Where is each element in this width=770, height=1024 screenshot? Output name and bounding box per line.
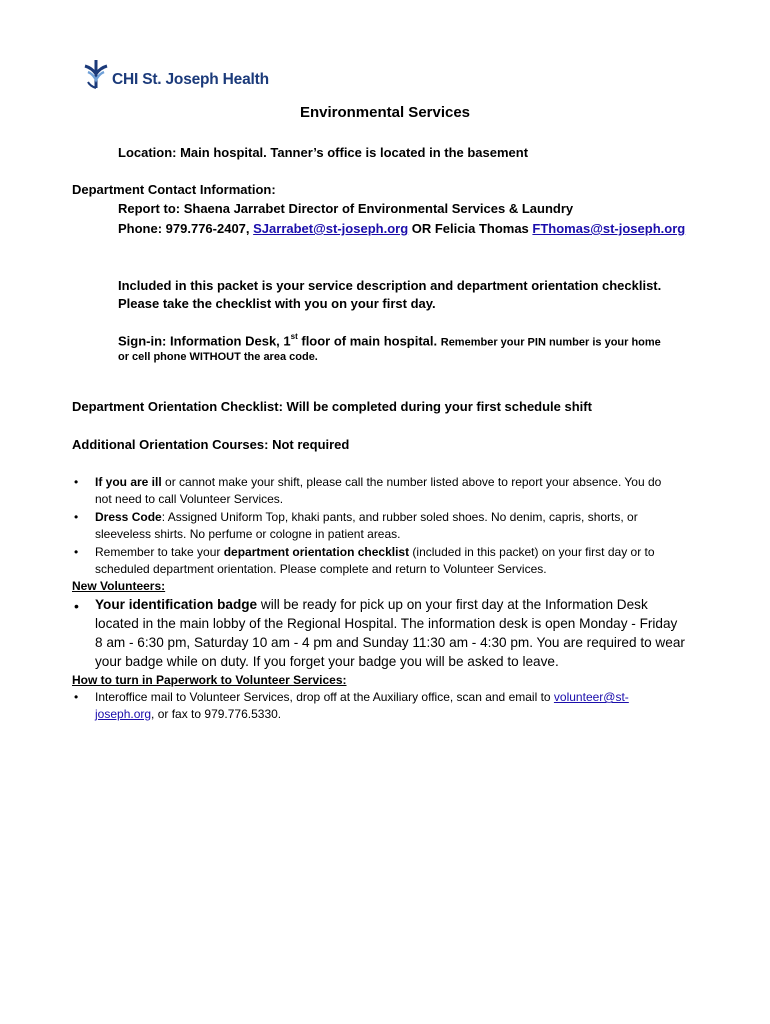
bullet-icon: • [74, 510, 79, 524]
contact-heading: Department Contact Information: [72, 182, 276, 197]
bullet-ill-line-2: not need to call Volunteer Services. [95, 492, 284, 506]
signin-line-2: or cell phone WITHOUT the area code. [118, 351, 318, 363]
bullet-ill-line-1 [95, 475, 661, 489]
phone-line [118, 221, 685, 236]
chi-logo-icon [82, 58, 110, 90]
volunteer-email-link-cont[interactable]: joseph.org [95, 707, 152, 721]
bullet-dress-rest: : Assigned Uniform Top, khaki pants, and rubber soled shoes. No denim, capris, shorts, or [161, 510, 638, 524]
signin-sup: st [290, 332, 298, 341]
badge-line-4: your badge while on duty. If you forget your badge you will be asked to leave. [95, 654, 559, 669]
bullet-remember-rest: (included in this packet) on your first day or to [409, 545, 655, 559]
orientation-checklist: Department Orientation Checklist: Will be completed during your first schedule shift [72, 399, 592, 414]
new-volunteers-heading: New Volunteers: [72, 579, 166, 593]
paperwork-line-1 [95, 690, 629, 704]
additional-courses: Additional Orientation Courses: Not required [72, 437, 350, 452]
packet-line-2: Please take the checklist with you on your first day. [118, 296, 436, 311]
packet-line-1: Included in this packet is your service description and department orientation checklist. [118, 278, 662, 293]
page-title: Environmental Services [299, 104, 471, 121]
bullet-icon: • [74, 598, 79, 614]
signin-prefix: Sign-in: Information Desk, 1 [118, 333, 291, 349]
logo [82, 58, 282, 94]
paperwork-line-2 [95, 707, 281, 721]
bullet-icon: • [74, 690, 79, 704]
volunteer-email-link[interactable]: volunteer@st- [553, 690, 629, 704]
bullet-remember-bold: department orientation checklist [223, 545, 410, 559]
signin-middle: floor of main hospital. [297, 333, 441, 349]
bullet-remember-pre: Remember to take your [95, 545, 224, 559]
logo-text: CHI St. Joseph Health [112, 71, 269, 88]
bullet-remember-line-2: scheduled department orientation. Please complete and return to Volunteer Services. [95, 562, 547, 576]
email-link-jarrabet[interactable]: SJarrabet@st-joseph.org [253, 221, 409, 236]
bullet-icon: • [74, 475, 79, 489]
signin-line-1 [118, 332, 661, 350]
location-line: Location: Main hospital. Tanner’s office is located in the basement [118, 145, 529, 160]
bullet-ill-rest: or cannot make your shift, please call the number listed above to report your absence. You do [161, 475, 662, 489]
paperwork-fax: , or fax to 979.776.5330. [151, 707, 282, 721]
paperwork-heading: How to turn in Paperwork to Volunteer Services: [72, 673, 347, 687]
email-link-thomas[interactable]: FThomas@st-joseph.org [532, 221, 686, 236]
badge-line-3: 8 am - 6:30 pm, Saturday 10 am - 4 pm and Sunday 11:30 am - 4:30 pm. You are required to wear [95, 635, 685, 650]
bullet-dress-bold: Dress Code [95, 510, 162, 524]
phone-text: Phone: 979.776-2407, [118, 221, 254, 236]
badge-line-2: located in the main lobby of the Regional Hospital. The information desk is open Monday - Friday [95, 616, 678, 631]
bullet-remember-line-1 [95, 545, 655, 559]
bullet-icon: • [74, 545, 79, 559]
badge-rest: will be ready for pick up on your first day at the Information Desk [257, 597, 648, 612]
bullet-dress-line-2: sleeveless shirts. No perfume or cologne in patient areas. [95, 527, 401, 541]
badge-line-1 [95, 597, 648, 612]
paperwork-text: Interoffice mail to Volunteer Services, drop off at the Auxiliary office, scan and email to [95, 690, 554, 704]
report-to: Report to: Shaena Jarrabet Director of Environmental Services & Laundry [118, 201, 574, 216]
or-text: OR Felicia Thomas [408, 221, 533, 236]
signin-small: Remember your PIN number is your home [440, 336, 661, 349]
bullet-ill-bold: If you are ill [95, 475, 162, 489]
bullet-dress-line-1 [95, 510, 638, 524]
badge-bold: Your identification badge [95, 597, 258, 612]
